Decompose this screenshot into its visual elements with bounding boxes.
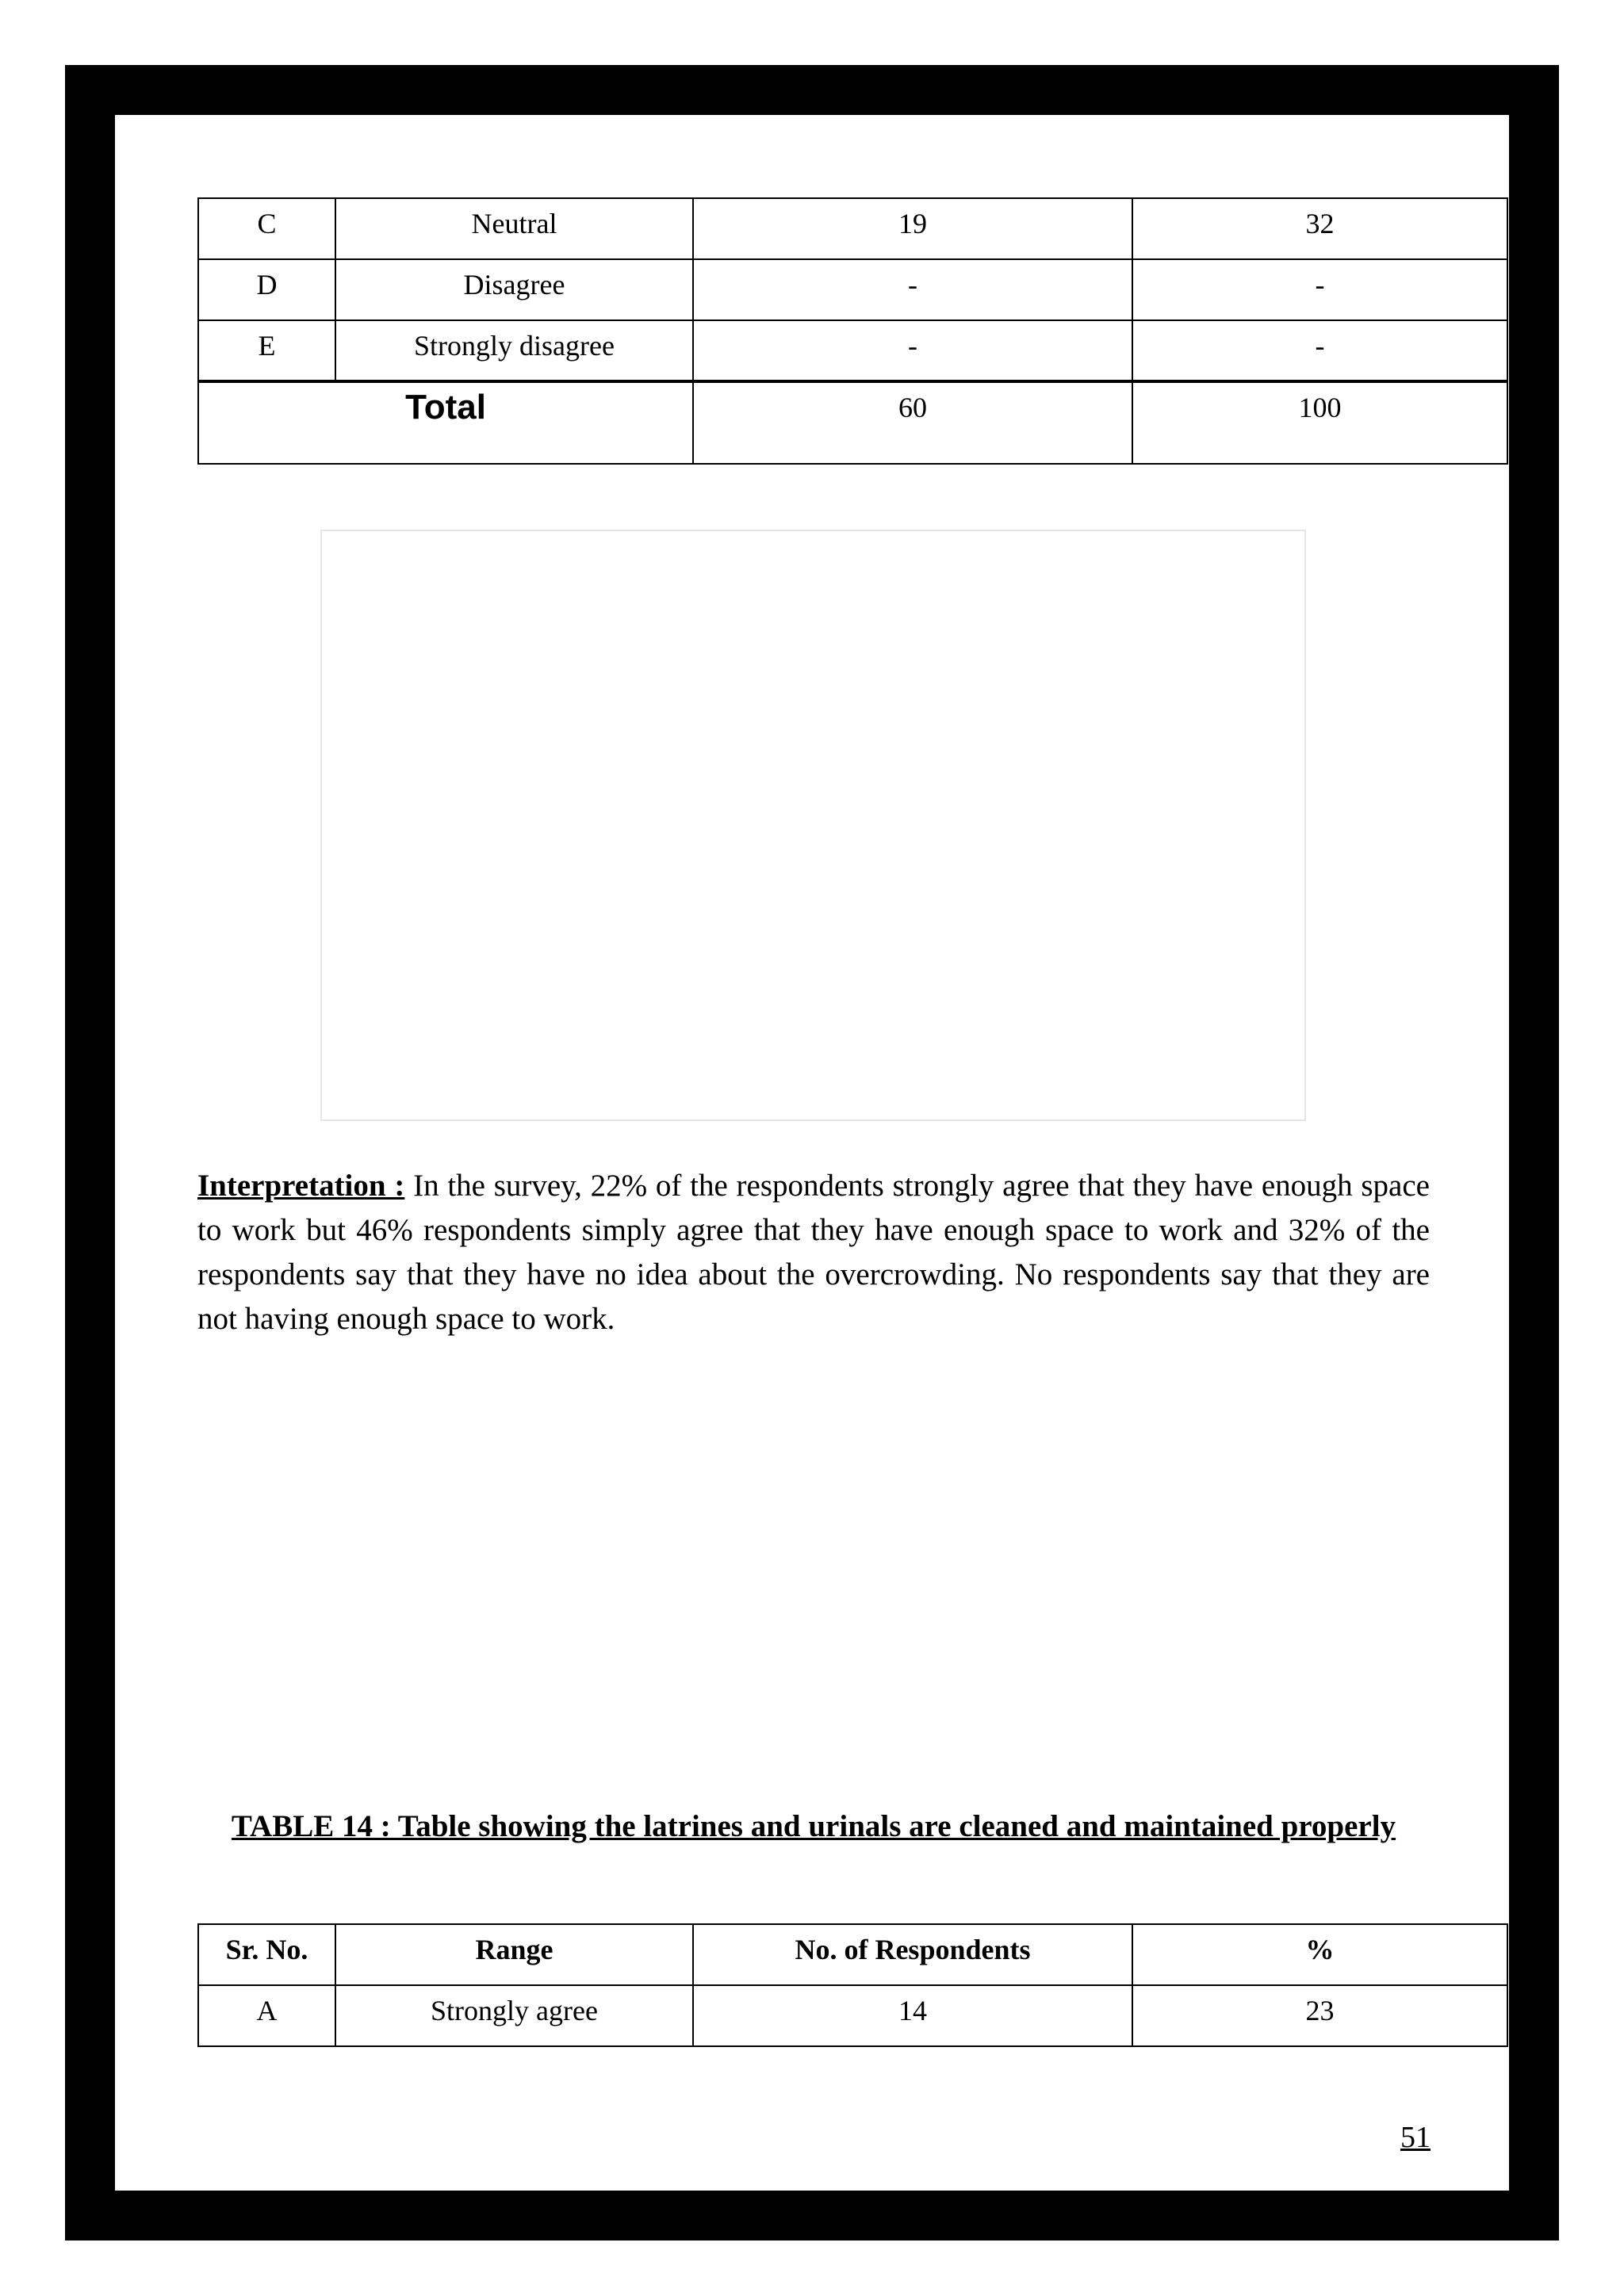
interpretation-paragraph	[197, 1164, 1430, 1341]
range-cell: Neutral	[335, 198, 693, 259]
header-sr-no: Sr. No.	[198, 1924, 335, 1985]
respondents-cell: 14	[693, 1985, 1132, 2046]
percent-cell: -	[1132, 320, 1507, 381]
interpretation-heading: Interpretation :	[197, 1169, 405, 1203]
sr-no-cell: D	[198, 259, 335, 320]
table-14	[197, 1923, 1508, 2047]
table-header-row	[198, 1924, 1507, 1985]
table-row	[198, 198, 1507, 259]
table-14-title: TABLE 14 : Table showing the latrines and urinals are cleaned and maintained properly	[231, 1809, 1396, 1843]
table-row	[198, 320, 1507, 381]
responses-table-continued	[197, 197, 1508, 465]
respondents-cell: -	[693, 259, 1132, 320]
total-percent-cell: 100	[1132, 381, 1507, 464]
chart-placeholder	[320, 530, 1306, 1121]
table-row	[198, 259, 1507, 320]
total-label: Total	[198, 381, 693, 464]
range-cell: Strongly agree	[335, 1985, 693, 2046]
sr-no-cell: C	[198, 198, 335, 259]
header-respondents: No. of Respondents	[693, 1924, 1132, 1985]
percent-cell: 32	[1132, 198, 1507, 259]
header-range: Range	[335, 1924, 693, 1985]
range-cell: Strongly disagree	[335, 320, 693, 381]
total-row	[198, 381, 1507, 464]
respondents-cell: -	[693, 320, 1132, 381]
percent-cell: -	[1132, 259, 1507, 320]
sr-no-cell: A	[198, 1985, 335, 2046]
sr-no-cell: E	[198, 320, 335, 381]
total-respondents-cell: 60	[693, 381, 1132, 464]
page-number: 51	[1400, 2121, 1431, 2154]
percent-cell: 23	[1132, 1985, 1507, 2046]
respondents-cell: 19	[693, 198, 1132, 259]
table-row	[198, 1985, 1507, 2046]
range-cell: Disagree	[335, 259, 693, 320]
header-percent: %	[1132, 1924, 1507, 1985]
interpretation-text: In the survey, 22% of the respondents strongly agree that they have enough space to work but 46% respondents simply agree that they have enough space to work and 32% of the respondents say that they have no idea about the overcrowding. No respondents say that they are not having enough space to work.	[197, 1169, 1430, 1336]
